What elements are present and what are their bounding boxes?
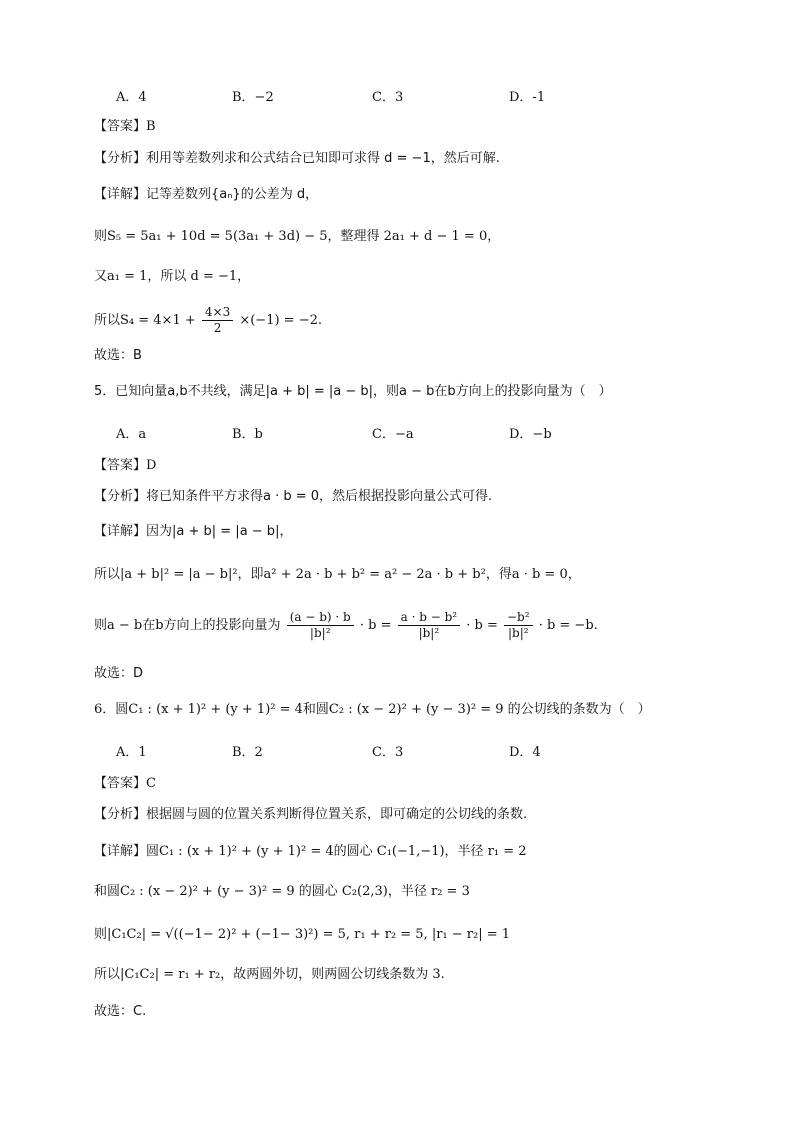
q6-detail: [94, 843, 527, 861]
analysis-text: 将已知条件平方求得a · b = 0，然后根据投影向量公式可得.: [146, 489, 493, 504]
q4-line-4: [94, 304, 322, 338]
q4-line-4-pre: 所以S₄ = 4×1 +: [94, 313, 196, 328]
q5-line-2: 所以|a + b|² = |a − b|²，即a² + 2a · b + b² = a² − 2a · b + b²，得a · b = 0，: [94, 567, 581, 582]
answer-tag: 【答案】: [94, 776, 147, 791]
q5-option-d: D．−b: [509, 427, 552, 442]
fraction-denominator: |b|²: [507, 626, 529, 640]
fraction-denominator: |b|²: [418, 626, 440, 640]
q4-line-3: 又a₁ = 1，所以 d = −1，: [94, 269, 251, 284]
answer-value: C: [146, 776, 156, 791]
fraction-denominator: |b|²: [309, 626, 331, 640]
q6-answer: [94, 775, 156, 793]
q5-mid-1: · b =: [359, 618, 392, 633]
q4-option-c: C．3: [372, 90, 404, 105]
fraction-numerator: (a − b) · b: [287, 610, 354, 626]
q6-option-d: D．4: [509, 745, 541, 760]
analysis-text: 利用等差数列求和公式结合已知即可求得 d = −1，然后可解.: [146, 151, 500, 166]
fraction-numerator: a · b − b²: [398, 610, 460, 626]
q6-option-b: B．2: [232, 745, 263, 760]
q6-line-4: 所以|C₁C₂| = r₁ + r₂，故两圆外切，则两圆公切线条数为 3.: [94, 967, 445, 982]
analysis-tag: 【分析】: [94, 489, 147, 504]
answer-value: B: [146, 119, 156, 134]
q5-fraction-3: [504, 610, 533, 641]
q5-options: [0, 423, 794, 441]
q6-option-c: C．3: [372, 745, 404, 760]
analysis-text: 根据圆与圆的位置关系判断得位置关系，即可确定的公切线的条数.: [146, 807, 528, 822]
answer-tag: 【答案】: [94, 458, 147, 473]
detail-text: 因为|a + b| = |a − b|，: [146, 524, 293, 539]
q5-choice: 故选：D: [94, 666, 144, 681]
q4-option-d: D．-1: [509, 90, 546, 105]
q5-option-a: A．a: [116, 427, 147, 442]
q5-line-3-post: · b = −b.: [538, 618, 598, 633]
detail-tag: 【详解】: [94, 844, 147, 859]
detail-text: 圆C₁ : (x + 1)² + (y + 1)² = 4的圆心 C₁(−1,−1)，半径 r₁ = 2: [146, 844, 527, 859]
q4-line-2: 则S₅ = 5a₁ + 10d = 5(3a₁ + 3d) − 5，整理得 2a₁ + d − 1 = 0，: [94, 229, 501, 244]
detail-text: 记等差数列{aₙ}的公差为 d，: [146, 187, 319, 202]
q5-detail: [94, 523, 292, 541]
q4-line-4-post: ×(−1) = −2.: [239, 313, 322, 328]
q4-detail: [94, 186, 318, 204]
q5-answer: [94, 457, 156, 475]
fraction-numerator: −b²: [504, 610, 533, 626]
detail-tag: 【详解】: [94, 187, 147, 202]
q4-answer: [94, 118, 156, 136]
q5-line-3-pre: 则a − b在b方向上的投影向量为: [94, 618, 281, 633]
q5-analysis: [94, 488, 492, 506]
q4-option-a: A．4: [116, 90, 147, 105]
answer-tag: 【答案】: [94, 119, 147, 134]
fraction-denominator: 2: [213, 321, 222, 335]
q4-fraction: [202, 305, 233, 336]
detail-tag: 【详解】: [94, 524, 147, 539]
q5-stem: 5．已知向量a,b不共线，满足|a + b| = |a − b|，则a − b在b方向上的投影向量为（ ）: [94, 384, 612, 399]
q5-option-b: B．b: [232, 427, 263, 442]
analysis-tag: 【分析】: [94, 807, 147, 822]
q6-stem: 6．圆C₁ : (x + 1)² + (y + 1)² = 4和圆C₂ : (x − 2)² + (y − 3)² = 9 的公切线的条数为（ ）: [94, 702, 651, 717]
q4-option-b: B．−2: [232, 90, 274, 105]
q6-line-2: 和圆C₂ : (x − 2)² + (y − 3)² = 9 的圆心 C₂(2,3)，半径 r₂ = 3: [94, 884, 470, 899]
q5-fraction-2: [398, 610, 460, 641]
q4-choice: 故选：B: [94, 348, 142, 363]
q6-line-3: 则|C₁C₂| = √((−1− 2)² + (−1− 3)²) = 5, r₁ + r₂ = 5, |r₁ − r₂| = 1: [94, 927, 511, 942]
q6-analysis: [94, 806, 527, 824]
q4-options: [0, 86, 794, 104]
fraction-numerator: 4×3: [202, 305, 233, 321]
q6-option-a: A．1: [116, 745, 147, 760]
q5-mid-2: · b =: [466, 618, 498, 633]
q6-options: [0, 741, 794, 759]
q4-analysis: [94, 150, 500, 168]
q6-choice: 故选：C.: [94, 1004, 147, 1019]
q5-fraction-1: [287, 610, 354, 641]
answer-value: D: [146, 458, 157, 473]
q5-line-3: [94, 606, 598, 646]
q5-option-c: C．−a: [372, 427, 414, 442]
analysis-tag: 【分析】: [94, 151, 147, 166]
